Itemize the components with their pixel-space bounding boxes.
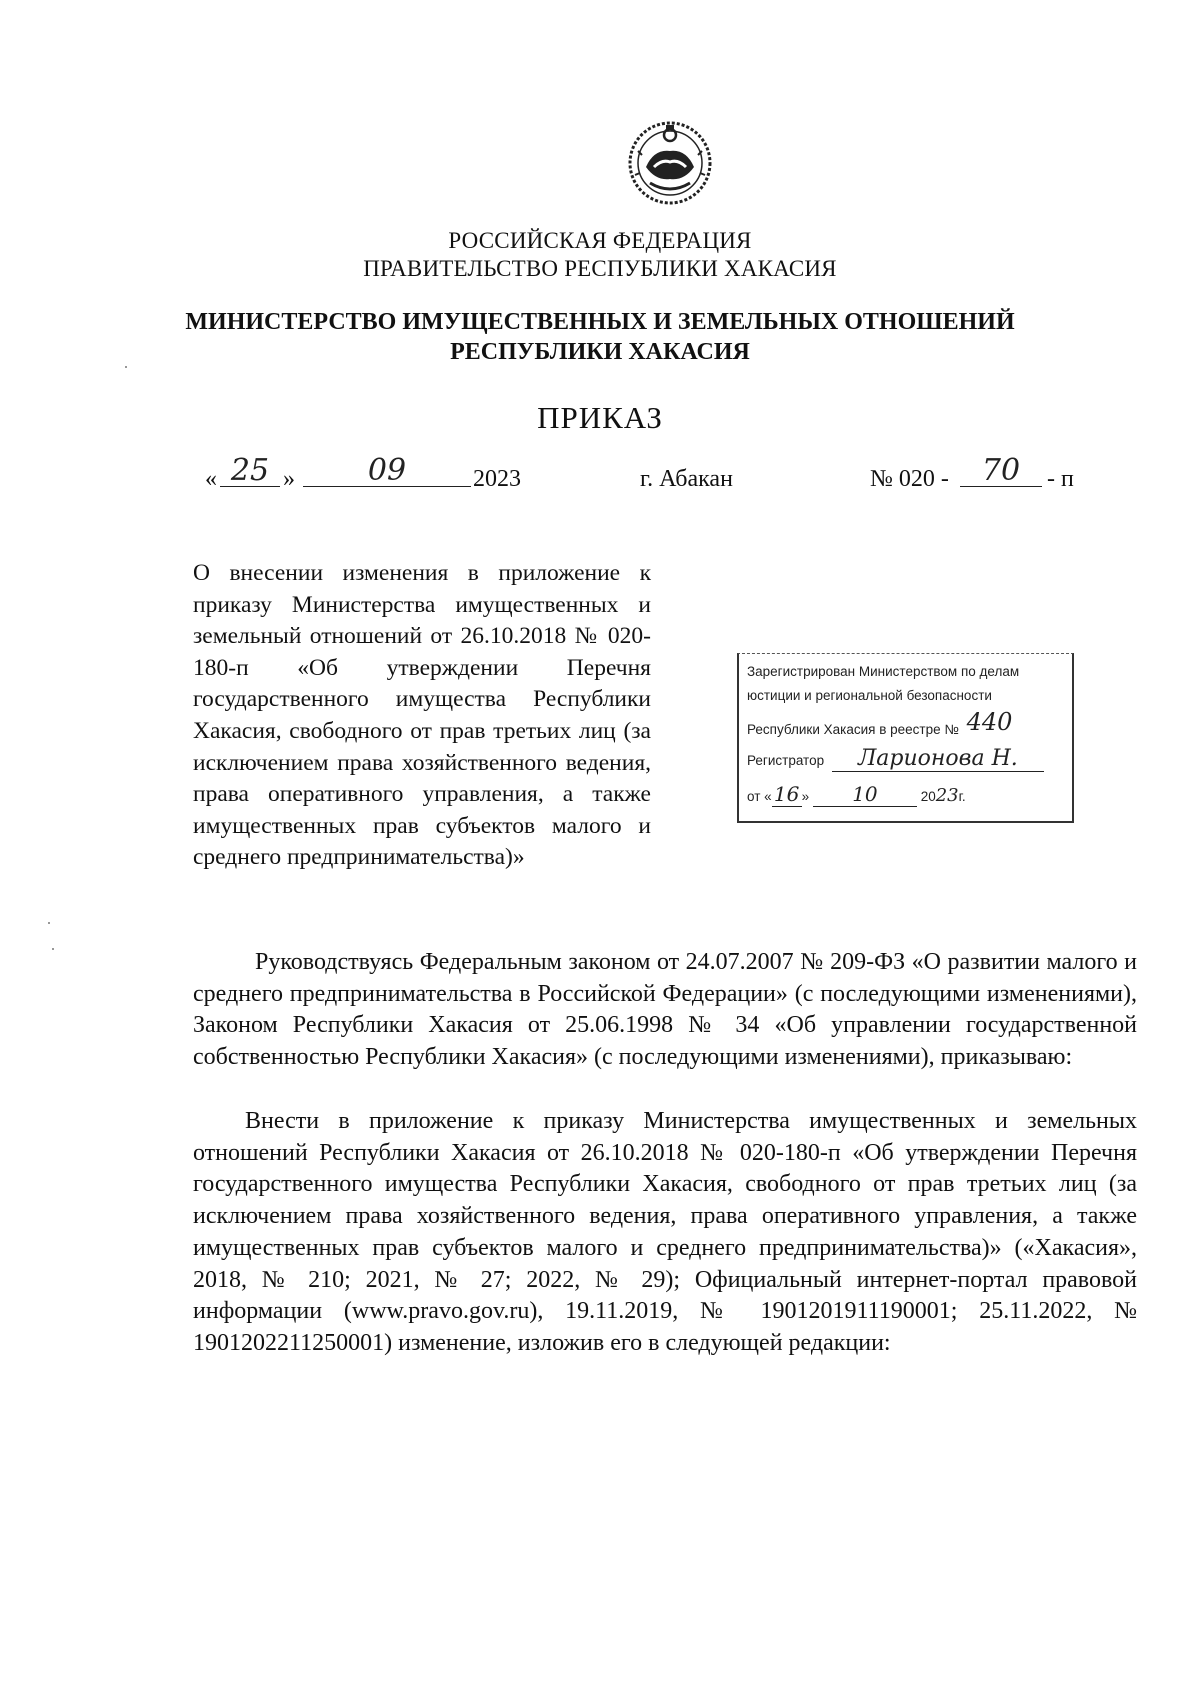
date-number-row [0,453,1200,502]
ministry-heading-line2: РЕСПУБЛИКИ ХАКАСИЯ [450,339,750,365]
stamp-date-year-prefix: 20 [920,789,936,804]
city-name: г. Абакан [640,466,733,492]
date-year: 2023 [473,466,521,492]
coat-of-arms-emblem [624,115,716,207]
stamp-line3 [747,708,1013,740]
date-day: 25 [220,456,280,487]
stamp-registrar-label: Регистратор [747,753,825,768]
ministry-heading-line1: МИНИСТЕРСТВО ИМУЩЕСТВЕННЫХ И ЗЕМЕЛЬНЫХ ОТНОШЕНИЙ [185,309,1015,335]
date-month: 09 [303,456,471,487]
order-number-prefix: № 020 - [870,466,949,492]
stamp-registrar-line [747,746,1044,772]
stamp-date-year-suffix: 23 [935,785,959,806]
order-number-suffix: - п [1047,466,1074,492]
stamp-registry-number: 440 [966,708,1013,736]
stamp-date-line [747,782,966,807]
body-paragraph-1: Руководствуясь Федеральным законом от 24.07.2007 № 209-ФЗ «О развитии малого и среднего предпринимательства в Российской Федерации» (с последующими изменениями), Законом Республики Хакасия от 25.06.1998 № 34 «Об управлении государственной собственностью Республики Хакасия» (с последующими изменениями), приказываю: [193,949,1137,1071]
government-heading: ПРАВИТЕЛЬСТВО РЕСПУБЛИКИ ХАКАСИЯ [363,256,837,281]
body-paragraph-2: Внести в приложение к приказу Министерства имущественных и земельных отношений Республики Хакасия от 26.10.2018 № 020-180-п «Об утверждении Перечня государственного имущества Республики Хакасия, свободного от прав третьих лиц (за исключением права хозяйственного ведения, права оперативного управления, а также имущественных прав субъектов малого и среднего предпринимательства)» («Хакасия», 2018, № 210; 2021, № 27; 2022, № 29); Официальный интернет-портал правовой информации (www.pravo.gov.ru), 19.11.2019, № 1901201911190001; 25.11.2022, № 1901202211250001) изменение, изложив его в следующей редакции: [193,1108,1137,1356]
stamp-registrar-signature: Ларионова Н. [832,746,1044,772]
country-heading: РОССИЙСКАЯ ФЕДЕРАЦИЯ [448,228,752,253]
stamp-date-close-quote: » [801,789,810,804]
stamp-date-month: 10 [813,782,917,807]
stamp-date-prefix: от « [747,789,772,804]
registration-stamp [737,653,1074,823]
date-close-quote: » [283,466,295,492]
document-type-title: ПРИКАЗ [537,400,663,435]
scan-speck [52,948,54,950]
stamp-date-year-letter: г. [958,789,966,804]
order-subject: О внесении изменения в приложение к приказу Министерства имущественных и земельный отношений от 26.10.2018 № 020-180-п «Об утверждении Перечня государственного имущества Республики Хакасия, свободного от прав третьих лиц (за исключением права хозяйственного ведения, права оперативного управления, а также имущественных прав субъектов малого и среднего предпринимательства)» [193,560,651,871]
order-number: 70 [960,456,1042,487]
stamp-registry-label: Республики Хакасия в реестре № [747,722,959,737]
stamp-line2: юстиции и региональной безопасности [747,688,992,703]
scan-speck [48,922,50,924]
stamp-date-day: 16 [772,782,802,807]
stamp-line1: Зарегистрирован Министерством по делам [747,664,1020,679]
scan-speck [125,366,127,368]
date-open-quote: « [205,466,217,492]
